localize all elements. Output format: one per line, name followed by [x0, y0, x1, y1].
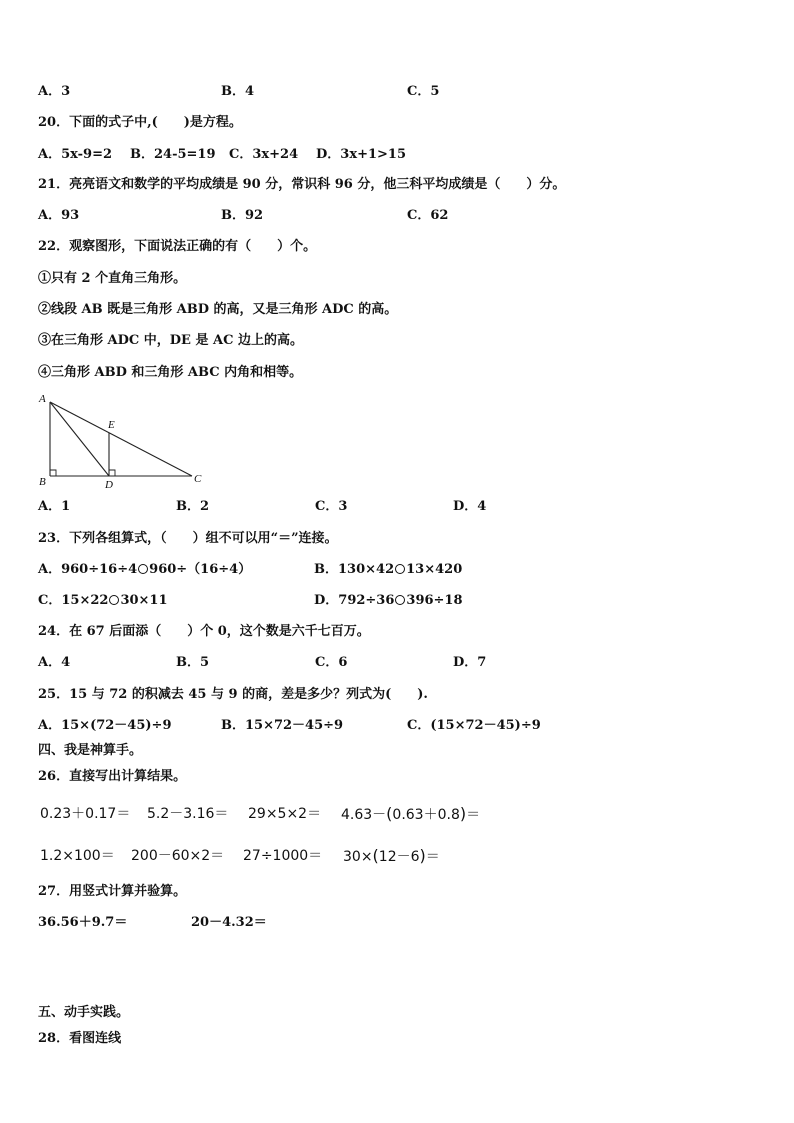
q26-expr-3: 29×5×2＝ — [248, 806, 322, 822]
label-e: E — [108, 419, 115, 431]
q25-stem: 25．15 与 72 的积减去 45 与 9 的商，差是多少？列式为( ). — [38, 687, 428, 702]
q28-stem: 28．看图连线 — [38, 1031, 122, 1046]
q26-stem: 26．直接写出计算结果。 — [38, 769, 187, 784]
q27-item-2: 20－4.32＝ — [191, 915, 267, 930]
q26-expr-8: 30×(12－6)＝ — [343, 846, 440, 865]
q19-option-c: C．5 — [407, 84, 440, 99]
segment-ad — [50, 402, 109, 476]
q26-expr-8-equals: ＝ — [425, 849, 440, 865]
q22-statement-3: ③在三角形 ADC 中，DE 是 AC 边上的高。 — [38, 333, 303, 348]
q26-expr-4: 4.63－(0.63＋0.8)＝ — [341, 804, 481, 823]
q23-option-a — [38, 562, 251, 578]
label-b: B — [39, 476, 46, 488]
label-a: A — [39, 393, 46, 405]
blank-circle-icon — [395, 595, 405, 605]
q20-option-b: B．24-5=19 — [130, 147, 216, 162]
q20-option-a: A．5x-9=2 — [38, 147, 113, 162]
q23-option-b-letter: B． — [314, 562, 338, 577]
q19-option-a: A．3 — [38, 84, 71, 99]
label-d: D — [105, 479, 113, 491]
q23-option-c-letter: C． — [38, 593, 62, 608]
q23-option-b — [314, 562, 462, 578]
q26-expr-5: 1.2×100＝ — [40, 848, 115, 864]
q23-option-b-left: 130×42 — [338, 562, 395, 577]
q23-option-c — [38, 593, 168, 609]
q22-option-a: A．1 — [38, 499, 71, 514]
section-4-title: 四、我是神算手。 — [38, 743, 143, 758]
q23-option-b-right: 13×420 — [406, 562, 463, 577]
q26-expr-4-prefix: 4.63－ — [341, 807, 387, 823]
q23-option-d-left: 792÷36 — [338, 593, 395, 608]
q26-expr-2: 5.2－3.16＝ — [147, 806, 229, 822]
section-5-title: 五、动手实践。 — [38, 1005, 130, 1020]
q23-option-a-right: 960÷（16÷4） — [149, 562, 252, 577]
q24-option-a: A．4 — [38, 655, 71, 670]
right-angle-mark-b — [50, 470, 56, 476]
q22-option-b: B．2 — [176, 499, 210, 514]
q23-option-d-right: 396÷18 — [406, 593, 463, 608]
q21-option-a: A．93 — [38, 208, 80, 223]
right-angle-mark-d — [109, 470, 115, 476]
q27-item-1: 36.56＋9.7＝ — [38, 915, 128, 930]
q25-option-a: A．15×(72－45)÷9 — [38, 718, 172, 733]
blank-circle-icon — [138, 564, 148, 574]
q23-option-c-left: 15×22 — [61, 593, 109, 608]
q25-option-b: B．15×72－45÷9 — [221, 718, 344, 733]
q27-stem: 27．用竖式计算并验算。 — [38, 884, 187, 899]
q22-option-d: D．4 — [453, 499, 487, 514]
q21-option-b: B．92 — [221, 208, 264, 223]
q26-expr-1: 0.23＋0.17＝ — [40, 806, 131, 822]
q21-option-c: C．62 — [407, 208, 449, 223]
q19-option-b: B．4 — [221, 84, 255, 99]
q22-statement-4: ④三角形 ABD 和三角形 ABC 内角和相等。 — [38, 365, 303, 380]
q26-expr-7: 27÷1000＝ — [243, 848, 323, 864]
q24-option-b: B．5 — [176, 655, 210, 670]
blank-circle-icon — [395, 564, 405, 574]
q24-option-d: D．7 — [453, 655, 487, 670]
q23-option-d-letter: D． — [314, 593, 339, 608]
q22-statement-1: ①只有 2 个直角三角形。 — [38, 271, 187, 286]
q23-option-a-left: 960÷16÷4 — [61, 562, 138, 577]
q23-stem: 23．下列各组算式，（ ）组不可以用“＝”连接。 — [38, 531, 338, 546]
q21-stem: 21．亮亮语文和数学的平均成绩是 90 分，常识科 96 分，他三科平均成绩是（ ）分。 — [38, 177, 566, 192]
q24-stem: 24．在 67 后面添（ ）个 0，这个数是六千七百万。 — [38, 624, 370, 639]
q26-expr-8-prefix: 30× — [343, 849, 373, 865]
q26-expr-4-equals: ＝ — [466, 807, 481, 823]
q22-stem: 22．观察图形，下面说法正确的有（ ）个。 — [38, 239, 317, 254]
q26-expr-8-inner: 12－6 — [378, 849, 420, 865]
blank-circle-icon — [109, 595, 119, 605]
q22-option-c: C．3 — [315, 499, 348, 514]
q22-statement-2: ②线段 AB 既是三角形 ABD 的高，又是三角形 ADC 的高。 — [38, 302, 398, 317]
q23-option-a-letter: A． — [38, 562, 62, 577]
q23-option-d — [314, 593, 463, 609]
q20-option-d: D．3x+1>15 — [316, 147, 406, 162]
q25-option-c: C．(15×72－45)÷9 — [407, 718, 541, 733]
q22-triangle-figure — [34, 390, 214, 492]
q24-option-c: C．6 — [315, 655, 348, 670]
label-c: C — [194, 473, 202, 485]
q20-stem: 20．下面的式子中,( )是方程。 — [38, 115, 242, 130]
q26-expr-4-inner: 0.63＋0.8 — [392, 807, 460, 823]
q23-option-c-right: 30×11 — [120, 593, 168, 608]
q26-expr-6: 200－60×2＝ — [131, 848, 225, 864]
segment-ac — [50, 402, 192, 476]
q20-option-c: C．3x+24 — [229, 147, 299, 162]
